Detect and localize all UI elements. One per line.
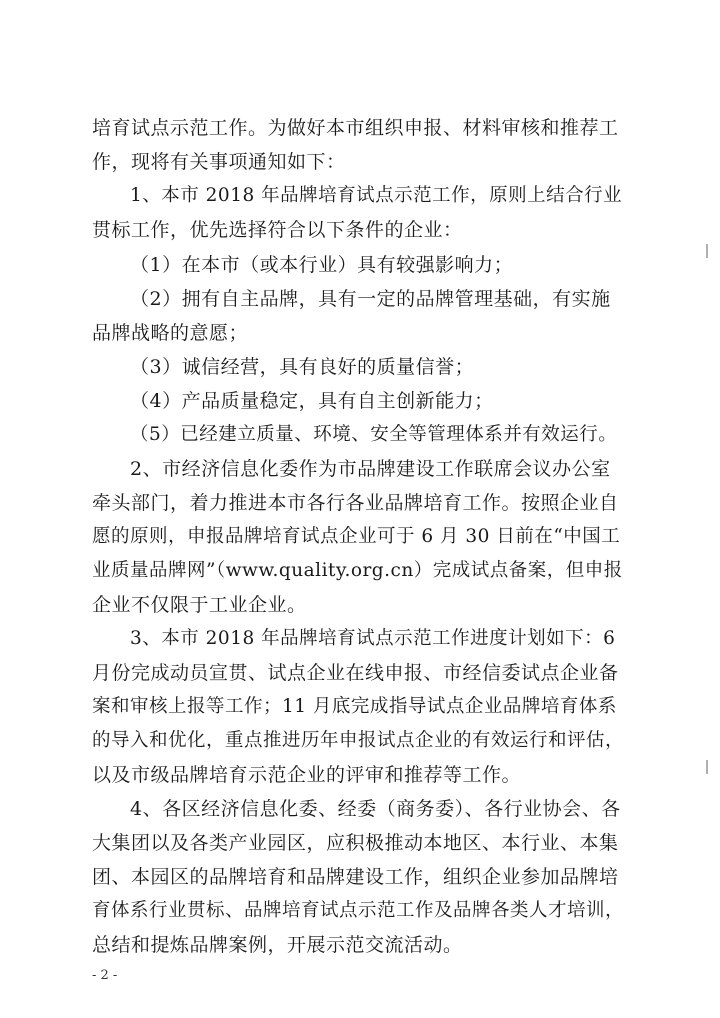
body-line: （2）拥有自主品牌，具有一定的品牌管理基础，有实施 xyxy=(130,288,611,310)
body-line: 总结和提炼品牌案例，开展示范交流活动。 xyxy=(92,934,463,956)
body-line: 育体系行业贯标、品牌培育试点示范工作及品牌各类人才培训， xyxy=(92,900,625,921)
body-line: （4）产品质量稳定，具有自主创新能力； xyxy=(130,390,494,412)
body-line: （5）已经建立质量、环境、安全等管理体系并有效运行。 xyxy=(130,424,618,445)
scan-edge-mark xyxy=(706,760,708,774)
scan-edge-mark xyxy=(706,244,708,258)
body-line: 企业不仅限于工业企业。 xyxy=(92,594,307,616)
body-line: （1）在本市（或本行业）具有较强影响力； xyxy=(130,254,514,276)
body-line: 作，现将有关事项通知如下： xyxy=(92,151,346,173)
body-line: 品牌战略的意愿； xyxy=(92,322,249,344)
body-line: 以及市级品牌培育示范企业的评审和推荐等工作。 xyxy=(92,764,522,786)
body-line: 案和审核上报等工作；11 月底完成指导试点企业品牌培育体系 xyxy=(92,696,617,717)
body-line: （3）诚信经营，具有良好的质量信誉； xyxy=(130,356,475,378)
body-line: 团、本园区的品牌培育和品牌建设工作，组织企业参加品牌培 xyxy=(92,866,619,888)
body-line: 3、本市 2018 年品牌培育试点示范工作进度计划如下：6 xyxy=(130,628,616,649)
page-number: - 2 - xyxy=(92,968,118,983)
body-line: 4、各区经济信息化委、经委（商务委）、各行业协会、各 xyxy=(130,798,621,820)
body-line: 培育试点示范工作。为做好本市组织申报、材料审核和推荐工 xyxy=(92,117,619,139)
body-line: 贯标工作，优先选择符合以下条件的企业： xyxy=(92,219,463,241)
body-line: 牵头部门，着力推进本市各行各业品牌培育工作。按照企业自 xyxy=(92,492,619,514)
body-line: 月份完成动员宣贯、试点企业在线申报、市经信委试点企业备 xyxy=(92,662,619,684)
body-line: 的导入和优化，重点推进历年申报试点企业的有效运行和评估， xyxy=(92,730,625,751)
body-line: 业质量品牌网”（www.quality.org.cn）完成试点备案，但申报 xyxy=(92,560,623,581)
body-line: 2、市经济信息化委作为市品牌建设工作联席会议办公室 xyxy=(130,458,611,480)
body-line: 愿的原则，申报品牌培育试点企业可于 6 月 30 日前在“中国工 xyxy=(92,526,621,547)
body-line: 大集团以及各类产业园区，应积极推动本地区、本行业、本集 xyxy=(92,832,619,854)
body-line: 1、本市 2018 年品牌培育试点示范工作，原则上结合行业 xyxy=(130,185,623,206)
